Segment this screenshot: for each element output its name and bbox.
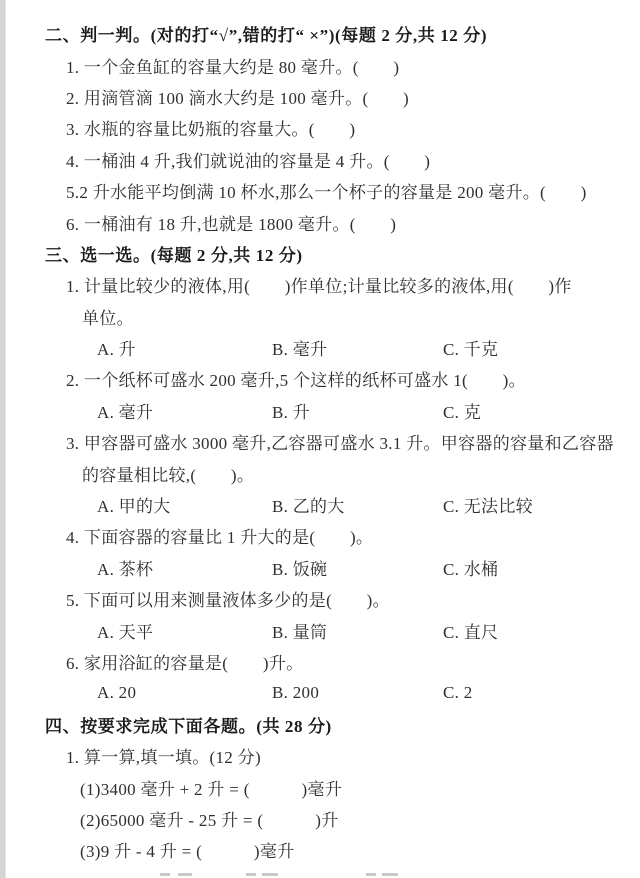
choice-q3-option-a: A. 甲的大 — [97, 497, 171, 517]
judge-item-5: 5.2 升水能平均倒满 10 杯水,那么一个杯子的容量是 200 毫升。( ) — [66, 183, 587, 203]
choice-q4-options — [0, 552, 640, 583]
clipped-line-fragment — [160, 873, 170, 876]
choice-q6-line-1: 6. 家用浴缸的容量是( )升。 — [66, 654, 304, 673]
fill-item-3: (3)9 升 - 4 升 = ( )毫升 — [80, 842, 295, 862]
choice-q6-option-c: C. 2 — [443, 682, 473, 702]
choice-q3-options — [0, 489, 640, 520]
fill-sub-heading: 1. 算一算,填一填。(12 分) — [66, 748, 261, 768]
choice-q1-option-a: A. 升 — [97, 340, 136, 360]
choice-q2-options — [0, 395, 640, 426]
choice-q5-options — [0, 614, 640, 645]
judge-item-2: 2. 用滴管滴 100 滴水大约是 100 毫升。( ) — [66, 88, 410, 108]
section-fill-heading: 四、按要求完成下面各题。(共 28 分) — [45, 716, 332, 736]
choice-q2-line-1: 2. 一个纸杯可盛水 200 毫升,5 个这样的纸杯可盛水 1( )。 — [66, 371, 526, 391]
judge-item-3: 3. 水瓶的容量比奶瓶的容量大。( ) — [66, 120, 356, 140]
choice-q2-option-b: B. 升 — [272, 402, 311, 422]
choice-q3-line-1: 3. 甲容器可盛水 3000 毫升,乙容器可盛水 3.1 升。甲容器的容量和乙容器 — [66, 434, 614, 454]
clipped-line-fragment — [262, 873, 278, 876]
choice-q1-options — [0, 332, 640, 363]
choice-q6-option-a: A. 20 — [97, 682, 137, 702]
choice-q3-option-c: C. 无法比较 — [443, 497, 533, 517]
section-judge-heading: 二、判一判。(对的打“√”,错的打“ ×”)(每题 2 分,共 12 分) — [45, 26, 488, 46]
choice-q6-options — [0, 677, 640, 708]
choice-q2-option-a: A. 毫升 — [97, 402, 154, 422]
choice-q2-option-c: C. 克 — [443, 402, 482, 422]
choice-q1-line-2: 单位。 — [82, 308, 134, 328]
clipped-line-fragment — [178, 873, 192, 876]
judge-item-6: 6. 一桶油有 18 升,也就是 1800 毫升。( ) — [66, 214, 397, 234]
choice-q5-option-c: C. 直尺 — [443, 622, 499, 642]
fill-item-1: (1)3400 毫升 + 2 升 = ( )毫升 — [80, 779, 343, 799]
choice-q5-option-b: B. 量筒 — [272, 622, 328, 642]
choice-q1-option-c: C. 千克 — [443, 340, 499, 360]
choice-q5-option-a: A. 天平 — [97, 622, 154, 642]
choice-q4-line-1: 4. 下面容器的容量比 1 升大的是( )。 — [66, 528, 374, 548]
clipped-line-fragment — [366, 873, 376, 876]
clipped-line-fragment — [246, 873, 256, 876]
choice-q3-option-b: B. 乙的大 — [272, 497, 345, 517]
fill-item-2: (2)65000 毫升 - 25 升 = ( )升 — [80, 810, 339, 830]
choice-q4-option-a: A. 茶杯 — [97, 559, 154, 579]
choice-q5-line-1: 5. 下面可以用来测量液体多少的是( )。 — [66, 591, 390, 611]
choice-q3-line-2: 的容量相比较,( )。 — [82, 465, 255, 485]
section-choice-heading: 三、选一选。(每题 2 分,共 12 分) — [45, 245, 303, 265]
choice-q1-option-b: B. 毫升 — [272, 340, 328, 360]
judge-item-4: 4. 一桶油 4 升,我们就说油的容量是 4 升。( ) — [66, 151, 431, 171]
choice-q4-option-b: B. 饭碗 — [272, 559, 328, 579]
choice-q1-line-1: 1. 计量比较少的液体,用( )作单位;计量比较多的液体,用( )作 — [66, 277, 572, 297]
clipped-line-fragment — [382, 873, 398, 876]
choice-q6-option-b: B. 200 — [272, 682, 320, 702]
judge-item-1: 1. 一个金鱼缸的容量大约是 80 毫升。( ) — [66, 57, 400, 77]
choice-q4-option-c: C. 水桶 — [443, 559, 499, 579]
